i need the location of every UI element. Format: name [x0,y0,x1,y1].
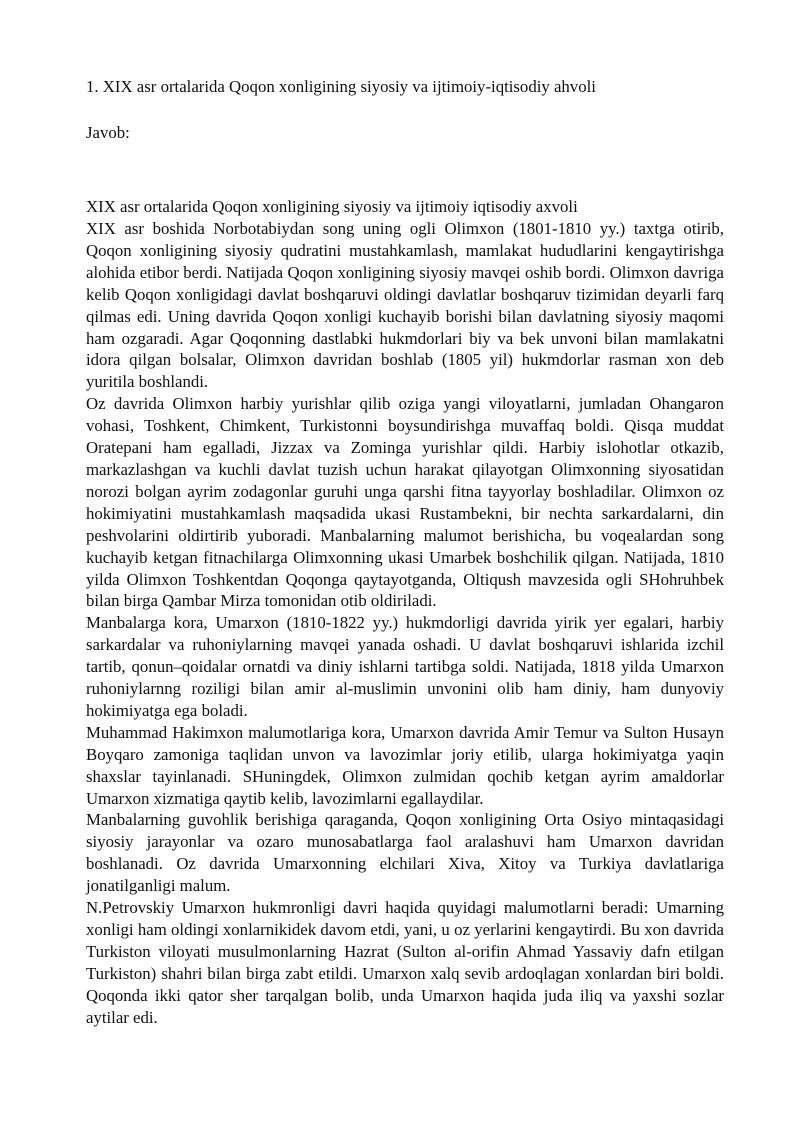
paragraph-2: Oz davrida Olimxon harbiy yurishlar qilib oziga yangi viloyatlarni, jumladan Ohangaron vohasi, Toshkent, Chimkent, Turkistonni boysundirishga muvaffaq boldi. Qisqa muddat Oratepani ham egalladi, Jizzax va Zominga yurishlar qildi. Harbiy islohotlar otkazib, markazlashgan va kuchli davlat tuzish uchun harakat qilayotgan Olimxonning siyosatidan norozi bolgan ayrim zodagonlar guruhi unga qarshi fitna tayyorlay boshladilar. Olimxon oz hokimiyatini mustahkamlash maqsadida ukasi Rustambekni, bir nechta sarkardalarni, din peshvolarini oldirtirib yuboradi. Manbalarning malumot berishicha, bu voqealardan song kuchayib ketgan fitnachilarga Olimxonning ukasi Umarbek boshchilik qilgan. Natijada, 1810 yilda Olimxon Toshkentdan Qoqonga qaytayotganda, Oltiqush mavzesida ogli SHohruhbek bilan birga Qambar Mirza tomonidan otib oldiriladi. [86,394,724,611]
document-page [86,76,724,1029]
document-title: XIX asr ortalarida Qoqon xonligining siyosiy va ijtimoiy iqtisodiy axvoli [86,197,578,216]
paragraph-4: Muhammad Hakimxon malumotlariga kora, Umarxon davrida Amir Temur va Sulton Husayn Boyqaro zamoniga taqlidan unvon va lavozimlar joriy etilib, ularga hokimiyatga yaqin shaxslar tayinlanadi. SHuningdek, Olimxon zulmidan qochib ketgan ayrim amaldorlar Umarxon xizmatiga qaytib kelib, lavozimlarni egallaydilar. [86,722,724,808]
paragraph-1: XIX asr boshida Norbotabiydan song uning ogli Olimxon (1801-1810 yy.) taxtga otirib, Qoqon xonligining siyosiy qudratini mustahkamlash, mamlakat hududlarini kengaytirishga alohida etibor berdi. Natijada Qoqon xonligining siyosiy mavqei oshib bordi. Olimxon davriga kelib Qoqon xonligidagi davlat boshqaruvi oldingi davlatlar boshqaruv tizimidan deyarli farq qilmas edi. Uning davrida Qoqon xonligi kuchayib borishi bilan davlatning siyosiy maqomi ham ozgaradi. Agar Qoqonning dastlabki hukmdorlari biy va bek unvoni bilan mamlakatni idora qilgan bolsalar, Olimxon davridan boshlab (1805 yil) hukmdorlar rasman xon deb yuritila boshlandi. [86,219,724,392]
question-heading: 1. XIX asr ortalarida Qoqon xonligining siyosiy va ijtimoiy-iqtisodiy ahvoli [86,77,596,96]
answer-label: Javob: [86,123,130,142]
paragraph-3: Manbalarga kora, Umarxon (1810-1822 yy.) hukmdorligi davrida yirik yer egalari, harbiy sarkardalar va ruhoniylarning mavqei yanada oshadi. U davlat boshqaruvi ishlarida izchil tartib, qonun–qoidalar ornatdi va diniy ishlarni tartibga soldi. Natijada, 1818 yilda Umarxon ruhoniylarnng roziligi bilan amir al-muslimin unvonini olib ham diniy, ham dunyoviy hokimiyatga ega boladi. [86,613,724,720]
paragraph-5: Manbalarning guvohlik berishiga qaraganda, Qoqon xonligining Orta Osiyo mintaqasidagi siyosiy jarayonlar va ozaro munosabatlarga faol aralashuvi ham Umarxon davridan boshlanadi. Oz davrida Umarxonning elchilari Xiva, Xitoy va Turkiya davlatlariga jonatilganligi malum. [86,810,724,896]
paragraph-6: N.Petrovskiy Umarxon hukmronligi davri haqida quyidagi malumotlarni beradi: Umarning xonligi ham oldingi xonlarnikidek davom etdi, yani, u oz yerlarini kengaytirdi. Bu xon davrida Turkiston viloyati musulmonlarning Hazrat (Sulton al-orifin Ahmad Yassaviy dafn etilgan Turkiston) shahri bilan birga zabt etildi. Umarxon xalq sevib ardoqlagan xonlardan biri boldi. Qoqonda ikki qator sher tarqalgan bolib, unda Umarxon haqida juda iliq va yaxshi sozlar aytilar edi. [86,898,724,1027]
